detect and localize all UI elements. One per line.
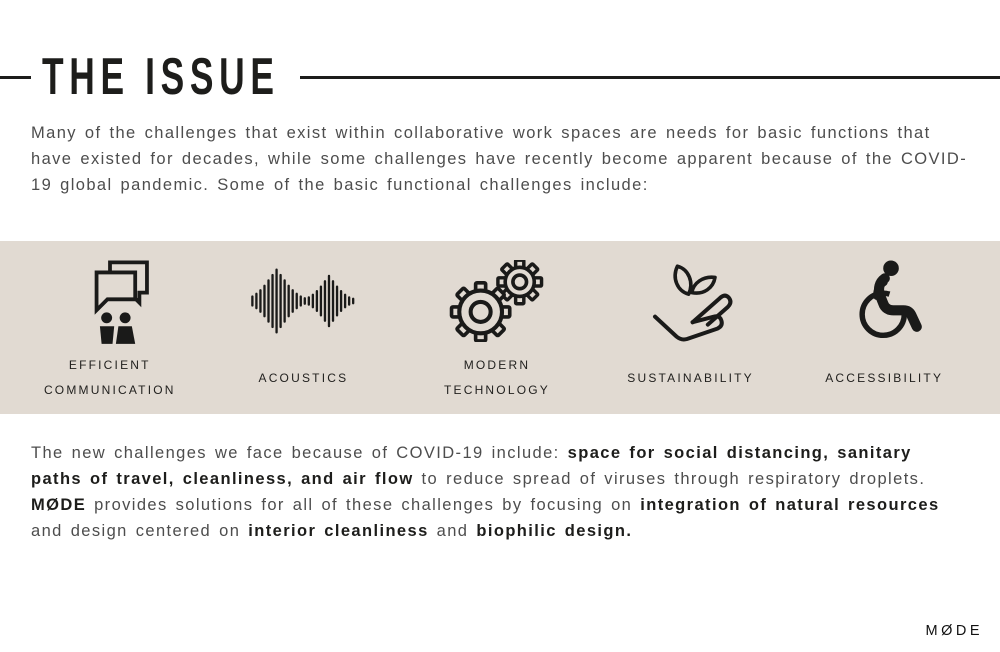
title-wrap bbox=[42, 48, 284, 106]
challenge-label: SUSTAINABILITY bbox=[627, 370, 754, 385]
hand-with-leaves-icon bbox=[647, 259, 735, 343]
challenge-label: EFFICIENT COMMUNICATION bbox=[43, 358, 176, 397]
title-left-dash bbox=[0, 76, 31, 79]
challenge-item-technology bbox=[400, 253, 594, 414]
page-title: THE ISSUE bbox=[42, 48, 280, 106]
challenge-item-communication bbox=[13, 253, 207, 414]
title-right-rule bbox=[300, 76, 1000, 79]
intro-paragraph: Many of the challenges that exist within collaborative work spaces are needs for basic functions that have existed for decades, while some challenges have recently become apparent because of the COVID-19 global pandemic. Some of the basic functional challenges include: bbox=[31, 124, 968, 194]
mode-logo: MØDE bbox=[925, 623, 983, 639]
covid-paragraph: The new challenges we face because of COVID-19 include: space for social distancing, sanitary paths of travel, cleanliness, and air flow to reduce spread of viruses through respiratory droplets. MØDE provides solutions for all of these challenges by focusing on integration of natural resources and design centered on interior cleanliness and biophilic design. bbox=[31, 444, 940, 540]
challenge-item-sustainability bbox=[594, 253, 788, 414]
challenges-band bbox=[0, 241, 1000, 414]
gears-icon bbox=[447, 260, 547, 342]
sound-wave-icon bbox=[247, 265, 359, 337]
challenges-band-inner bbox=[0, 241, 1000, 414]
speech-bubbles-people-icon bbox=[68, 257, 152, 345]
wheelchair-icon bbox=[845, 258, 923, 344]
challenge-item-accessibility bbox=[787, 253, 981, 414]
challenge-label: ACOUSTICS bbox=[258, 370, 349, 385]
title-row bbox=[0, 48, 1000, 106]
challenge-label: ACCESSIBILITY bbox=[825, 370, 944, 385]
challenge-label: MODERN TECHNOLOGY bbox=[443, 358, 550, 397]
challenge-item-acoustics bbox=[207, 253, 401, 414]
